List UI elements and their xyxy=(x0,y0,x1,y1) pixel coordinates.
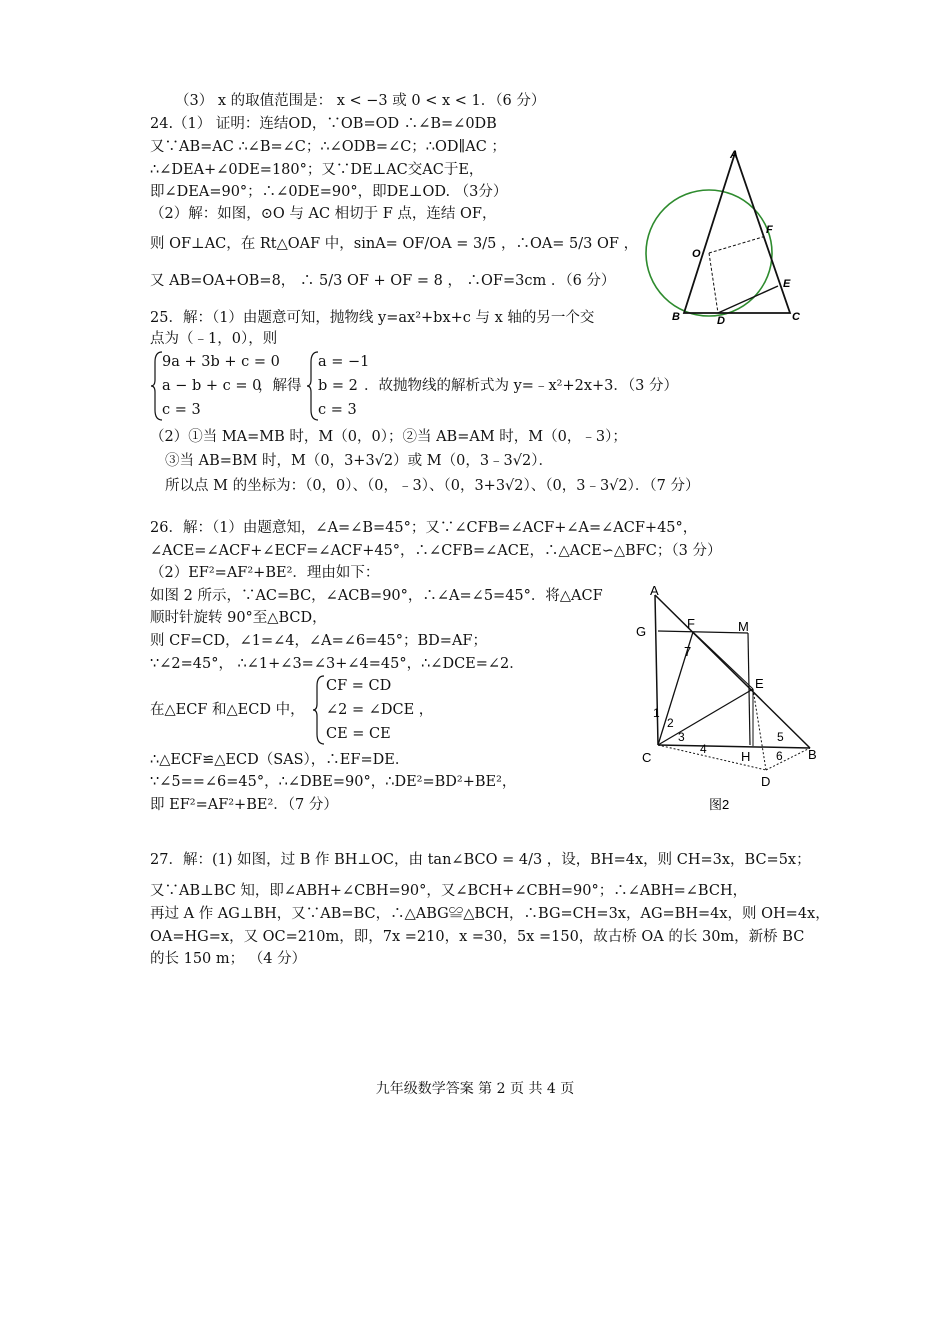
svg-text:E: E xyxy=(783,278,791,290)
q26-line-4: 如图 2 所示，∵AC=BC，∠ACB=90°，∴∠A=∠5=45°．将△ACF xyxy=(150,588,603,604)
svg-text:5: 5 xyxy=(777,730,784,744)
q26-line-3: （2）EF²=AF²+BE²．理由如下： xyxy=(150,565,380,581)
svg-text:图2: 图2 xyxy=(709,797,730,812)
svg-text:A: A xyxy=(730,149,738,161)
q24-proof-line-4: 即∠DEA=90°；∴∠0DE=90°，即DE⊥OD. （3分） xyxy=(150,184,508,200)
solution-c: c = 3 xyxy=(318,402,357,418)
equation-1a: 9a + 3b + c = 0 xyxy=(162,354,280,370)
q27-line-4: OA=HG=x，又 OC=210m，即，7x =210，x =30，5x =150，故古桥 OA 的长 30m，新桥 BC xyxy=(150,929,805,945)
svg-text:7: 7 xyxy=(684,644,692,659)
svg-text:F: F xyxy=(766,224,773,236)
svg-text:O: O xyxy=(692,248,701,260)
q26-line-7: ∵∠2=45°， ∴∠1+∠3=∠3+∠4=45°，∴∠DCE=∠2． xyxy=(150,656,524,672)
svg-text:C: C xyxy=(642,750,652,765)
svg-text:1: 1 xyxy=(653,706,660,720)
figure-2-rotation xyxy=(630,580,830,815)
congruence-c: CE = CE xyxy=(326,726,391,742)
q25-line-1: 25．解：（1）由题意可知，抛物线 y=ax²+bx+c 与 x 轴的另一个交 xyxy=(150,310,595,326)
solve-word: ，解得 xyxy=(258,378,302,394)
q25-part2-line-3: 所以点 M 的坐标为：（0，0）、（0，﹣3）、（0，3+3√2）、（0，3﹣3√2）．（7 分） xyxy=(165,478,700,494)
q24-part2-line-1: （2）解：如图，⊙O 与 AC 相切于 F 点，连结 OF， xyxy=(150,206,497,222)
q24-proof-line-2: 又∵AB=AC ∴∠B=∠C；∴∠ODB=∠C；∴OD∥AC ； xyxy=(150,139,506,155)
q24-part2-line-3: 又 AB=OA+OB=8， ∴ 5/3 OF + OF = 8 ， ∴OF=3cm ．（6 分） xyxy=(150,273,616,289)
congruence-a: CF = CD xyxy=(326,678,392,694)
svg-text:6: 6 xyxy=(776,749,783,763)
q25-line-2: 点为（﹣1，0），则 xyxy=(150,331,278,347)
q25-part2-line-2: ③当 AB=BM 时，M（0，3+3√2）或 M（0，3﹣3√2）． xyxy=(165,453,553,469)
equation-1b: a − b + c = 0 xyxy=(162,378,262,394)
svg-text:2: 2 xyxy=(667,716,674,730)
q26-line-1: 26．解：（1）由题意知，∠A=∠B=45°；又∵∠CFB=∠ACF+∠A=∠ACF+45°， xyxy=(150,520,698,536)
system-brace xyxy=(312,674,326,746)
q26-line-10: 即 EF²=AF²+BE²．（7 分） xyxy=(150,797,338,813)
svg-text:D: D xyxy=(761,774,771,789)
q26-line-9: ∵∠5==∠6=45°，∴∠DBE=90°，∴DE²=BD²+BE²， xyxy=(150,774,517,790)
svg-text:3: 3 xyxy=(678,730,685,744)
congruence-b: ∠2 = ∠DCE ， xyxy=(326,702,434,718)
solution-b: b = 2 xyxy=(318,378,358,394)
q26-line-6: 则 CF=CD，∠1=∠4，∠A=∠6=45°；BD=AF； xyxy=(150,633,487,649)
svg-text:B: B xyxy=(808,747,817,762)
equation-1c: c = 3 xyxy=(162,402,201,418)
svg-text:4: 4 xyxy=(700,742,707,756)
q27-line-5: 的长 150 m； （4 分） xyxy=(150,951,307,967)
q24-proof-line-1: 24.（1） 证明：连结OD，∵OB=OD ∴∠B=∠0DB xyxy=(150,116,497,132)
figure-triangle-circle xyxy=(640,140,840,330)
triangle-abc xyxy=(684,153,790,313)
page-footer: 九年级数学答案 第 2 页 共 4 页 xyxy=(375,1081,575,1097)
svg-text:D: D xyxy=(717,315,725,327)
svg-text:M: M xyxy=(738,619,749,634)
q27-line-2: 又∵AB⊥BC 知，即∠ABH+∠CBH=90°，又∠BCH+∠CBH=90°；∴∠ABH=∠BCH， xyxy=(150,883,748,899)
svg-text:A: A xyxy=(650,583,659,598)
parabola-result: ．故抛物线的解析式为 y=﹣x²+2x+3．（3 分） xyxy=(364,378,678,394)
q27-line-1: 27．解：(1) 如图，过 B 作 BH⊥OC，由 tan∠BCO = 4/3 ，设，BH=4x，则 CH=3x，BC=5x； xyxy=(150,852,811,868)
q26-line-8: ∴△ECF≌△ECD（SAS），∴EF=DE． xyxy=(150,752,410,768)
q24-part2-line-2: 则 OF⊥AC，在 Rt△OAF 中，sinA= OF/OA = 3/5 ，∴OA= 5/3 OF ， xyxy=(150,236,639,252)
q27-line-3: 再过 A 作 AG⊥BH，又∵AB=BC，∴△ABG≌△BCH，∴BG=CH=3x，AG=BH=4x，则 OH=4x， xyxy=(150,906,830,922)
svg-text:H: H xyxy=(741,749,751,764)
svg-text:G: G xyxy=(636,624,647,639)
svg-text:B: B xyxy=(672,311,680,323)
svg-text:E: E xyxy=(755,676,764,691)
q23-answer-line: （3） x 的取值范围是： x < −3 或 0 < x < 1．（6 分） xyxy=(175,93,546,109)
congruence-lead: 在△ECF 和△ECD 中， xyxy=(150,702,305,718)
q26-line-5: 顺时针旋转 90°至△BCD， xyxy=(150,610,327,626)
svg-text:C: C xyxy=(792,311,800,323)
q24-proof-line-3: ∴∠DEA+∠0DE=180°；又∵DE⊥AC交AC于E， xyxy=(150,162,484,178)
solution-a: a = −1 xyxy=(318,354,370,370)
q26-line-2: ∠ACE=∠ACF+∠ECF=∠ACF+45°，∴∠CFB=∠ACE，∴△ACE∽△BFC；（3 分） xyxy=(150,543,722,559)
svg-text:F: F xyxy=(687,616,695,631)
q25-part2-line-1: （2）①当 MA=MB 时，M（0，0）；②当 AB=AM 时，M（0，﹣3）； xyxy=(150,429,627,445)
